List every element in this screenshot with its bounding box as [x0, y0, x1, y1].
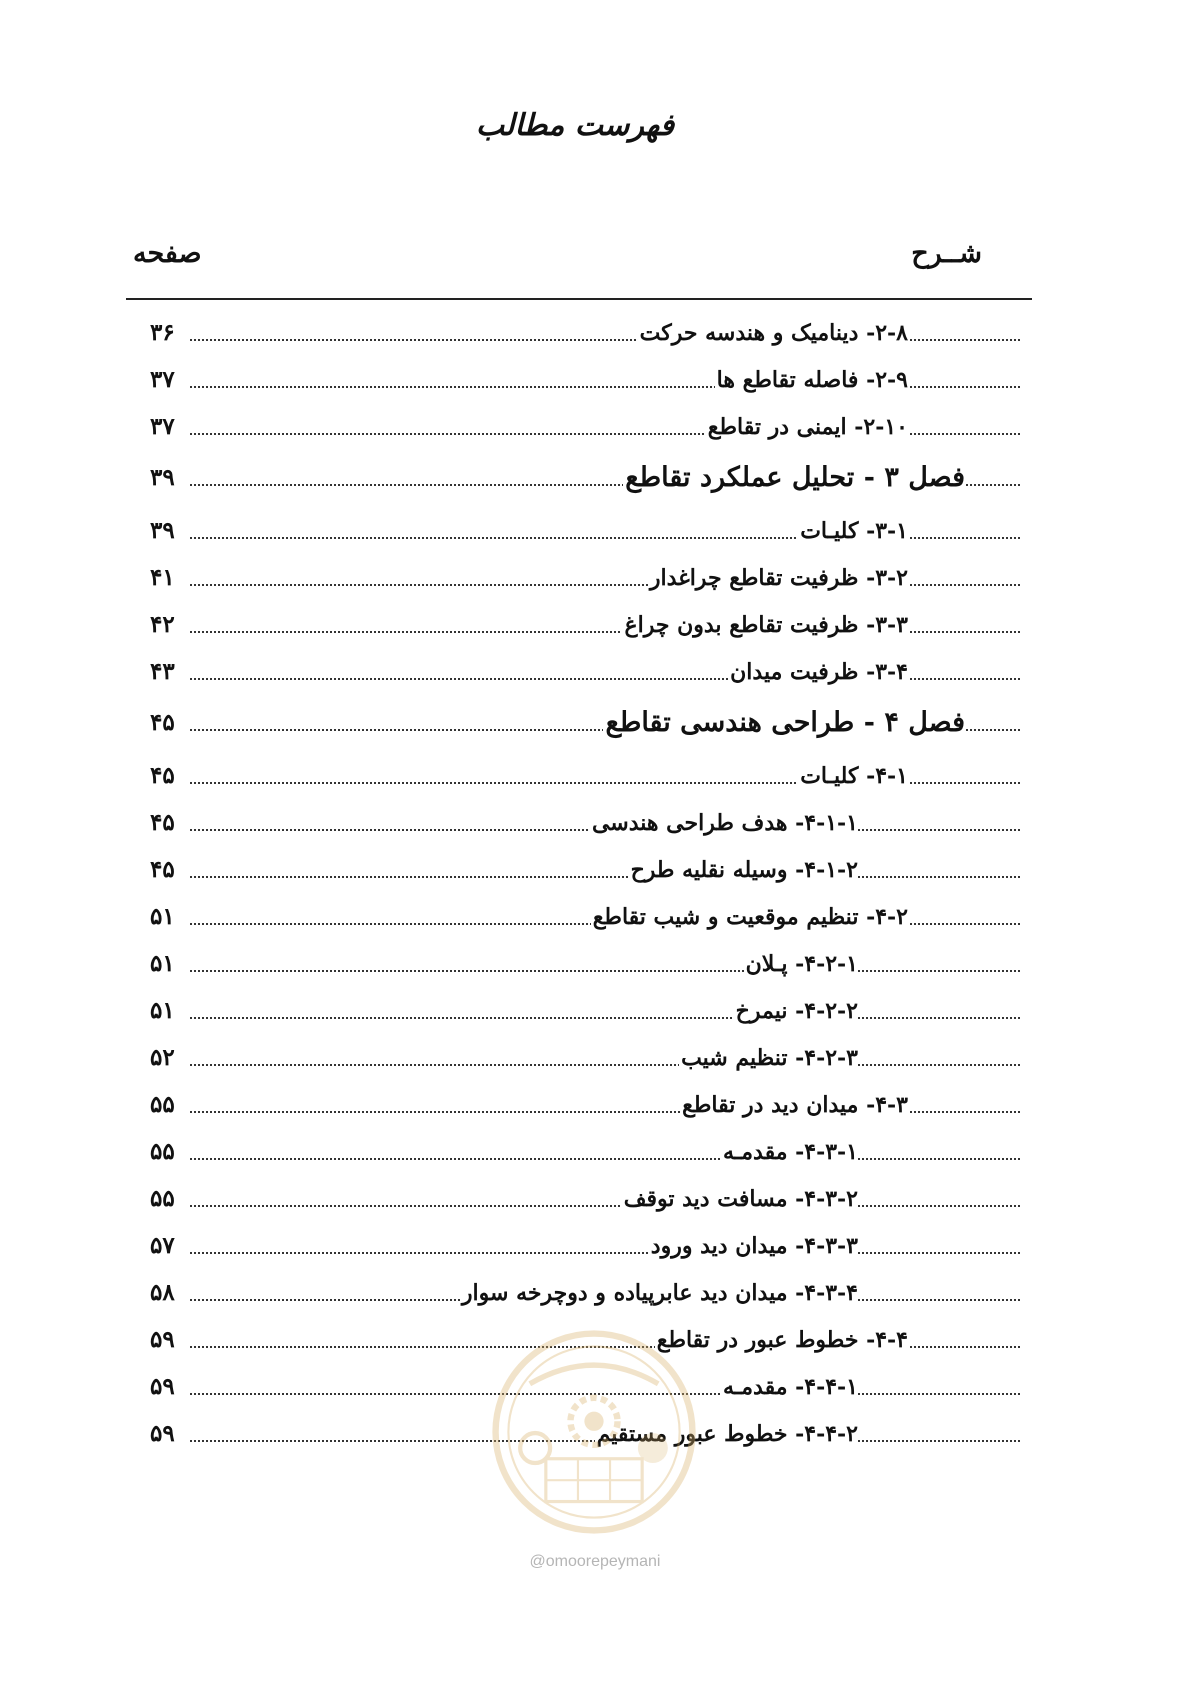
toc-entry[interactable] [0, 1087, 1190, 1123]
toc-entry-title: ۴-۴- خطوط عبور در تقاطع [655, 1322, 908, 1358]
toc-entry-title: ۴-۳-۲- مسافت دید توقف [622, 1181, 858, 1217]
toc-entry-page: ۳۹ [150, 517, 175, 544]
toc-entry-page: ۳۹ [150, 464, 175, 491]
toc-entry-page: ۴۲ [150, 611, 175, 638]
toc-entry[interactable] [0, 993, 1190, 1029]
toc-entry-title: ۴-۳-۴- میدان دید عابرپیاده و دوچرخه سوار [460, 1275, 858, 1311]
toc-entry-title: ۴-۲-۱- پـلان [744, 946, 858, 982]
toc-entry[interactable] [0, 362, 1190, 398]
toc-entry-title: ۴-۳-۱- مقدمـه [721, 1134, 858, 1170]
toc-entry[interactable] [0, 1040, 1190, 1076]
toc-entry-page: ۴۵ [150, 856, 175, 883]
toc-entry[interactable] [0, 1134, 1190, 1170]
toc-entry-page: ۵۵ [150, 1185, 175, 1212]
toc-entry-title: ۴-۲-۳- تنظیم شیب [679, 1040, 858, 1076]
toc-entry-page: ۵۷ [150, 1232, 175, 1259]
toc-entry[interactable] [0, 705, 1190, 741]
toc-entry-title: ۳-۴- ظرفیت میدان [728, 654, 908, 690]
toc-entry[interactable] [0, 1369, 1190, 1405]
toc-entry[interactable] [0, 460, 1190, 496]
toc-entry-title: ۴-۱-۱- هدف طراحی هندسی [590, 805, 858, 841]
toc-entry[interactable] [0, 1416, 1190, 1452]
toc-entry[interactable] [0, 805, 1190, 841]
toc-entry-title: ۲-۸- دینامیک و هندسه حرکت [638, 315, 908, 351]
toc-entry[interactable] [0, 1181, 1190, 1217]
toc-entry[interactable] [0, 1228, 1190, 1264]
toc-entry-title: ۴-۲-۲- نیمرخ [734, 993, 858, 1029]
toc-entry-title: ۳-۳- ظرفیت تقاطع بدون چراغ [622, 607, 908, 643]
dot-leader [190, 1205, 1020, 1207]
dot-leader [190, 1252, 1020, 1254]
toc-entry-page: ۵۹ [150, 1326, 175, 1353]
toc-entry-page: ۵۱ [150, 950, 175, 977]
toc-entry[interactable] [0, 1322, 1190, 1358]
column-header-page: صفحه [133, 238, 202, 269]
toc-entry-page: ۵۹ [150, 1420, 175, 1447]
toc-entry-title: ۴-۴-۱- مقدمـه [721, 1369, 858, 1405]
dot-leader [190, 1064, 1020, 1066]
toc-entry-page: ۴۵ [150, 809, 175, 836]
toc-entry-page: ۵۵ [150, 1138, 175, 1165]
dot-leader [190, 1393, 1020, 1395]
toc-entry-title: ۳-۲- ظرفیت تقاطع چراغدار [648, 560, 908, 596]
toc-entry-page: ۵۸ [150, 1279, 175, 1306]
toc-entry-page: ۴۳ [150, 658, 175, 685]
toc-entry[interactable] [0, 607, 1190, 643]
toc-entry-title: ۴-۳-۳- میدان دید ورود [649, 1228, 858, 1264]
toc-entry-title: ۲-۹- فاصله تقاطع ها [715, 362, 908, 398]
toc-entry[interactable] [0, 409, 1190, 445]
toc-entry-title: ۴-۳- میدان دید در تقاطع [680, 1087, 908, 1123]
column-header-description: شــرح [911, 238, 982, 269]
toc-entry[interactable] [0, 758, 1190, 794]
toc-entry[interactable] [0, 513, 1190, 549]
dot-leader [190, 1158, 1020, 1160]
dot-leader [190, 876, 1020, 878]
page-title: فهرست مطالب [475, 108, 675, 143]
toc-entry-page: ۵۵ [150, 1091, 175, 1118]
toc-entry-page: ۳۷ [150, 366, 175, 393]
toc-entry-page: ۴۵ [150, 762, 175, 789]
toc-entry-title: ۴-۴-۲- خطوط عبور مستقیم [595, 1416, 858, 1452]
toc-entry[interactable] [0, 946, 1190, 982]
header-rule [126, 298, 1032, 300]
dot-leader [190, 970, 1020, 972]
toc-entry-title: ۴-۱- کلیـات [798, 758, 908, 794]
toc-entry-title: فصل ۴ - طراحی هندسی تقاطع [603, 705, 965, 741]
dot-leader [190, 1017, 1020, 1019]
toc-entry-title: ۴-۲- تنظیم موقعیت و شیب تقاطع [591, 899, 908, 935]
toc-entry-title: ۲-۱۰- ایمنی در تقاطع [706, 409, 908, 445]
toc-entry[interactable] [0, 560, 1190, 596]
toc-entry-page: ۵۱ [150, 903, 175, 930]
toc-entry-page: ۴۵ [150, 709, 175, 736]
toc-entry-page: ۳۶ [150, 319, 175, 346]
toc-entry-title: فصل ۳ - تحلیل عملکرد تقاطع [623, 460, 965, 496]
toc-entry-page: ۳۷ [150, 413, 175, 440]
toc-entry-page: ۵۲ [150, 1044, 175, 1071]
toc-entry-title: ۴-۱-۲- وسیله نقلیه طرح [629, 852, 858, 888]
toc-entry[interactable] [0, 852, 1190, 888]
watermark-handle: @omoorepeymani [529, 1553, 661, 1570]
toc-entry-page: ۵۹ [150, 1373, 175, 1400]
toc-entry-page: ۵۱ [150, 997, 175, 1024]
toc-entry-page: ۴۱ [150, 564, 175, 591]
toc-entry[interactable] [0, 899, 1190, 935]
toc-entry[interactable] [0, 654, 1190, 690]
toc-entry[interactable] [0, 315, 1190, 351]
toc-entry-title: ۳-۱- کلیـات [798, 513, 908, 549]
toc-entry[interactable] [0, 1275, 1190, 1311]
